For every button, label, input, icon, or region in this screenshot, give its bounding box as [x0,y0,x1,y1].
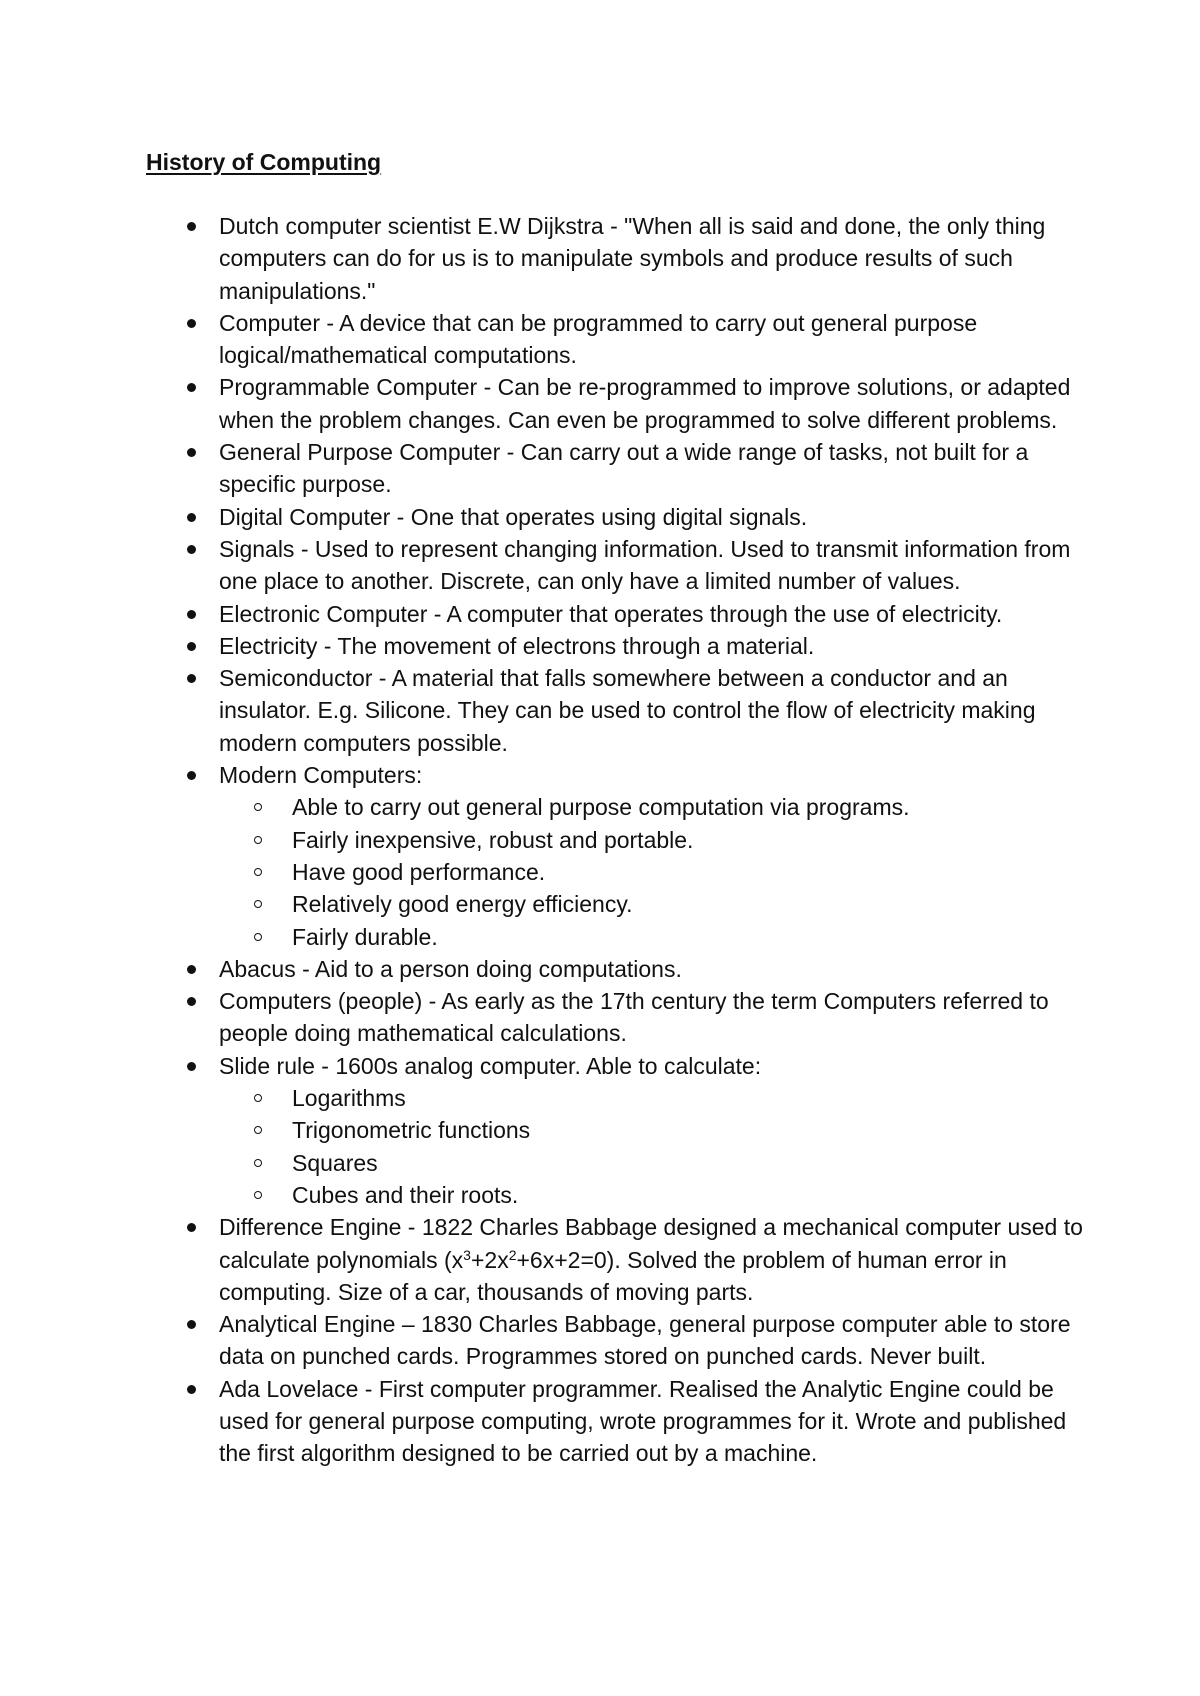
bullet-icon [187,1062,196,1071]
bullet-icon [187,771,196,780]
circle-bullet-icon [254,1126,262,1134]
list-item [219,662,1089,759]
circle-bullet-icon [254,1159,262,1167]
list-item-text: Signals - Used to represent changing information. Used to transmit information from one place to another. Discrete, can only have a limited number of values. [219,535,1071,595]
list-item-text: Modern Computers: [219,762,423,789]
list-item-text: Computer - A device that can be programmed to carry out general purpose logical/mathematical computations. [219,309,978,369]
list-item-text: Ada Lovelace - First computer programmer. Realised the Analytic Engine could be used for general purpose computing, wrote programmes for it. Wrote and published the first algorithm designed to be carried out by a machine. [219,1375,1067,1467]
bullet-icon [187,448,196,457]
list-item-text: General Purpose Computer - Can carry out a wide range of tasks, not built for a specific purpose. [219,439,1029,498]
circle-bullet-icon [254,1094,262,1102]
list-item-text: Slide rule - 1600s analog computer. Able to calculate: [219,1052,762,1079]
list-item [219,759,1089,953]
superscript: 3 [463,1246,471,1263]
list-item [219,598,1089,630]
list-item [219,436,1089,501]
sublist-item-text: Able to carry out general purpose computation via programs. [292,794,910,821]
bullet-icon [187,610,196,619]
sublist-item-text: Trigonometric functions [292,1117,531,1144]
list-item [219,1308,1089,1373]
text-segment: +2x [470,1246,509,1273]
bullet-icon [187,383,196,392]
bullet-icon [187,997,196,1006]
circle-bullet-icon [254,900,262,908]
notes-list [219,210,1089,1470]
list-item-text [219,1214,1083,1305]
circle-bullet-icon [254,933,262,941]
sublist-item [292,1179,1089,1211]
list-item-text: Digital Computer - One that operates using digital signals. [219,503,808,530]
list-item-text: Semiconductor - A material that falls somewhere between a conductor and an insulator. E.g. Silicone. They can be used to control the flow of electricity making modern computers possible. [219,665,1036,756]
sublist-item [292,921,1089,953]
sublist-item-text: Have good performance. [292,858,546,885]
sublist-item [292,791,1089,823]
sublist-item [292,1147,1089,1179]
list-item [219,533,1089,598]
list-item [219,953,1089,985]
list-item-text: Abacus - Aid to a person doing computations. [219,955,682,982]
list-item [219,1211,1089,1308]
sublist-item-text: Fairly inexpensive, robust and portable. [292,826,694,853]
bullet-icon [187,513,196,522]
bullet-icon [187,222,196,231]
list-item [219,630,1089,662]
bullet-icon [187,1320,196,1329]
list-item-text: Programmable Computer - Can be re-programmed to improve solutions, or adapted when the problem changes. Can even be programmed to solve different problems. [219,374,1071,433]
circle-bullet-icon [254,803,262,811]
sublist-item-text: Fairly durable. [292,923,438,950]
circle-bullet-icon [254,868,262,876]
bullet-icon [187,1385,196,1394]
bullet-icon [187,674,196,683]
sublist-item-text: Squares [292,1149,378,1176]
page-title: History of Computing [146,149,382,175]
text-segment: +6x+2=0). Solved the problem of human error in computing. Size of a car, thousands of moving parts. [219,1246,1007,1305]
list-item [219,210,1089,307]
bullet-icon [187,319,196,328]
sublist [219,1082,1089,1211]
bullet-icon [187,642,196,651]
bullet-icon [187,1223,196,1232]
sublist-item-text: Logarithms [292,1085,406,1112]
sublist [219,791,1089,952]
sublist-item [292,1114,1089,1146]
list-item-text: Electricity - The movement of electrons through a material. [219,632,815,659]
list-item [219,1050,1089,1211]
text-segment: Difference Engine - 1822 Charles Babbage designed a mechanical computer used to calculate polynomials (x [219,1214,1083,1273]
circle-bullet-icon [254,836,262,844]
list-item-text: Dutch computer scientist E.W Dijkstra - "When all is said and done, the only thing computers can do for us is to manipulate symbols and produce results of such manipulations." [219,213,1046,304]
sublist-item [292,1082,1089,1114]
bullet-icon [187,545,196,554]
bullet-icon [187,965,196,974]
superscript: 2 [508,1246,517,1263]
list-item [219,307,1089,372]
list-item-text: Computers (people) - As early as the 17th century the term Computers referred to people doing mathematical calculations. [219,988,1049,1047]
sublist-item [292,888,1089,920]
list-item [219,371,1089,436]
sublist-item-text: Relatively good energy efficiency. [292,891,633,918]
sublist-item [292,824,1089,856]
circle-bullet-icon [254,1191,262,1199]
list-item [219,501,1089,533]
list-item [219,985,1089,1050]
sublist-item [292,856,1089,888]
list-item-text: Analytical Engine – 1830 Charles Babbage, general purpose computer able to store data on punched cards. Programmes stored on punched cards. Never built. [219,1311,1071,1370]
list-item-text: Electronic Computer - A computer that operates through the use of electricity. [219,600,1003,627]
sublist-item-text: Cubes and their roots. [292,1181,519,1208]
list-item [219,1373,1089,1470]
